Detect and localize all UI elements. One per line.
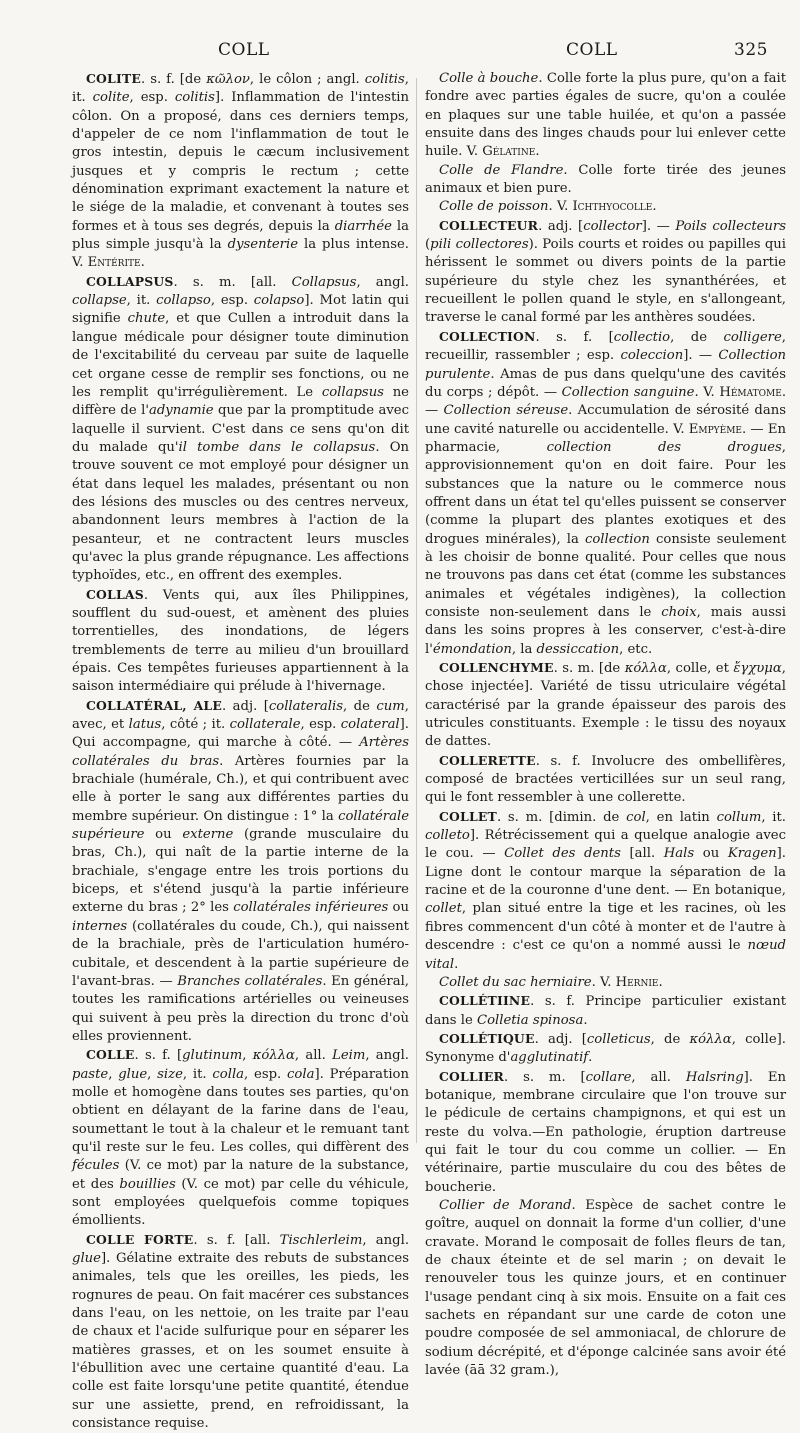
italic-term: il tombe dans le collapsus (178, 439, 376, 455)
entry-text: , etc. (619, 641, 653, 657)
italic-term: glue (72, 1251, 101, 1266)
entry-text: . s. f. [all. (193, 1232, 280, 1248)
entry-headword: COLLERETTE (439, 752, 536, 768)
entry-text: , côté ; it. (161, 717, 230, 733)
entry-text: consiste seulement à les choisir de bonne qualité. Pour celles que nous ne trouvons pas dans cet état (comme les substances animales et végétales indigènes), la collection consiste non-seulement dans le (425, 531, 786, 620)
entry-text: . adj. [ (538, 218, 584, 234)
running-head-right: COLL (566, 40, 618, 60)
dictionary-entry (425, 1197, 786, 1380)
column-rule (416, 78, 417, 1143)
italic-term: glutinum (182, 1048, 243, 1064)
entry-text: , de (670, 329, 724, 345)
italic-term: collatérale supérieure (72, 808, 409, 843)
entry-text: , plan situé entre la tige et les racines, où les fibres commencent d'un côté à monter et de l'autre à descendre : c'est ce qu'on a nommé aussi le (425, 901, 786, 954)
entry-text: , le côlon ; angl. (249, 72, 365, 87)
dictionary-entry (425, 659, 786, 752)
cross-reference: Ichthyocolle (572, 199, 653, 215)
entry-text: ou (388, 900, 409, 916)
italic-term: Collection sanguine (561, 384, 695, 400)
entry-headword: COLLÉTIINE (439, 993, 531, 1009)
italic-term: Leim (332, 1048, 366, 1064)
italic-term: Collapsus (291, 274, 357, 290)
entry-text: , et que Cullen a introduit dans la langue médicale pour désigner toute diminution de l'excitabilité du cerveau par suite de laquelle cet organe cesse de remplir ses fonctions, ou ne les remplit qu'irrégulièrement. Le (72, 311, 409, 400)
italic-term: κόλλα (689, 1031, 732, 1047)
italic-term: colitis (364, 72, 405, 87)
cross-reference: Entérite (87, 255, 141, 271)
entry-headword: COLLE FORTE (86, 1231, 194, 1247)
italic-term: collection des drogues (546, 439, 782, 455)
cross-reference: Empyème (688, 421, 742, 437)
italic-term: colite (92, 90, 130, 106)
entry-text: . Colle forte la plus pure, qu'on a fait fondre avec parties égales de sucre, qu'on a coulée en plaques sur une table huilée, et qu'on a passée ensuite dans des linges chauds pour lui enlever cette huile. V. (425, 71, 786, 160)
entry-text: , angl. (362, 1232, 410, 1248)
dictionary-entry (425, 328, 786, 659)
entry-headword: COLLET (439, 808, 497, 824)
italic-term: Collet des dents (504, 846, 621, 862)
italic-term: collare (585, 1069, 632, 1085)
entry-text: , it. (761, 809, 786, 825)
running-head-left: COLL (218, 40, 270, 60)
entry-text: . V. (591, 974, 616, 990)
entry-text: ]. Gélatine extraite des rebuts de substances animales, tels que les oreilles, les pieds, les rognures de peau. On fait macérer ces substances dans l'eau, on les nettoie, on les traite par l'eau de chaux et l'acide sulfurique pour en séparer les matières grasses, et on les soumet ensuite à l'ébullition avec une certaine quantité d'eau. La colle est faite lorsqu'une petite quantité, étendue sur une assiette, prend, en refroidissant, la consistance requise. (72, 1251, 409, 1432)
entry-text: , la (511, 641, 537, 657)
entry-text: . (535, 144, 540, 160)
entry-text: . (652, 199, 657, 215)
entry-text: . On trouve souvent ce mot employé pour désigner un état dans lequel les malades, présentant ou non des lésions des muscles ou des centres nerveux, abandonnent leurs membres à l'action de la pesanteur, et ne contractent leurs muscles qu'avec la plus grande répugnance. Les affections typhoïdes, etc., en offrent des exemples. (72, 439, 409, 584)
dictionary-entry (425, 992, 786, 1030)
entry-text: , esp. (129, 90, 175, 106)
dictionary-entry (72, 70, 409, 273)
italic-term: κόλλα (624, 661, 667, 676)
entry-text: , colle]. Synonyme d' (425, 1031, 786, 1066)
entry-text: . En général, toutes les ramifications artérielles ou veineuses qui suivent à peu près la direction du tronc d'où elles proviennent. (72, 973, 409, 1044)
running-head (0, 40, 800, 66)
dictionary-entry (425, 1068, 786, 1197)
entry-text: . Accumulation de sérosité dans une cavité naturelle ou accidentelle. V. (425, 403, 786, 437)
entry-text: , angl. (365, 1048, 409, 1064)
italic-term: diarrhée (334, 218, 392, 234)
entry-text: . s. m. [all. (173, 274, 292, 290)
entry-text: ]. Rétrécissement qui a quelque analogie avec le cou. — (425, 828, 786, 862)
italic-term: col (626, 809, 646, 825)
entry-headword: COLLAS (86, 586, 144, 602)
entry-text: (grande musculaire du bras, Ch.), qui naît de la partie interne de la brachiale, s'engage entre les trois portions du biceps, et s'étend jusqu'à la partie inférieure externe du bras ; 2° les (72, 827, 409, 916)
entry-headword: COLITE (86, 71, 142, 86)
entry-text: . Vents qui, aux îles Philippines, soufflent du sud-ouest, et amènent des pluies torrentielles, des inondations, de légers tremblements de terre au milieu d'un brouillard épais. Ces tempêtes furieuses appartiennent à la saison intermédiaire qui prélude à l'hivernage. (72, 587, 409, 695)
entry-text: , en latin (645, 809, 717, 825)
entry-headword: COLLECTION (439, 328, 536, 344)
italic-term: adynamie (148, 403, 214, 419)
entry-text: que par la promptitude avec laquelle il survient. C'est dans ce sens qu'on dit du malade qu' (72, 403, 409, 455)
entry-text: . Artères fournies par la brachiale (humérale, Ch.), et qui contribuent avec elle à porter le sang aux différentes parties du membre supérieur. On distingue : 1° la (72, 753, 409, 824)
cross-reference: Hématome (719, 384, 782, 400)
entry-text: . (588, 1050, 593, 1066)
entry-text: la plus simple jusqu'à la (72, 218, 409, 253)
entry-text: ]. Préparation molle et homogène dans toutes ses parties, qu'on obtient en délayant de la farine dans de l'eau, soumettant le tout à la chaleur et le remuant tant qu'il reste sur le feu. Les colles, qui diffèrent des (72, 1066, 409, 1155)
italic-term: collapse (72, 293, 127, 309)
entry-text: ou (144, 827, 183, 843)
italic-term: émondation (432, 641, 512, 657)
entry-text: . — (425, 384, 787, 419)
entry-text: ]. En botanique, membrane circulaire que l'on trouve sur le pédicule de certains champignons, et qui est un reste du volva.—En pathologie, éruption dartreuse qui fait le tour du cou comme un collier. — En vétérinaire, partie musculaire du cou des bêtes de boucherie. (425, 1069, 786, 1195)
entry-headword: COLLAPSUS (86, 273, 174, 289)
italic-term: collector (583, 218, 642, 234)
entry-headword: COLLIER (439, 1068, 505, 1084)
italic-term: glue (118, 1066, 148, 1082)
dictionary-entry (425, 1030, 786, 1068)
italic-term: Colletia spinosa (476, 1012, 584, 1028)
italic-term: colligere (723, 329, 782, 345)
dictionary-entry (425, 217, 786, 328)
entry-text: ]. Ligne dont le contour marque la séparation de la racine et de la couronne d'une dent. — En botanique, (425, 846, 786, 899)
entry-headword: COLLECTEUR (439, 217, 539, 233)
dictionary-entry (425, 198, 786, 216)
entry-headword: COLLÉTIQUE (439, 1030, 535, 1046)
entry-text: ]. Qui accompagne, qui marche à côté. — (72, 717, 409, 751)
italic-term: latus (128, 717, 162, 733)
entry-headword: COLLE (86, 1047, 135, 1063)
italic-term: dysenterie (227, 237, 299, 253)
italic-term: κῶλον (206, 72, 250, 87)
italic-term: size (157, 1066, 183, 1082)
entry-text: . s. f. [de (141, 72, 207, 87)
entry-text: . Colle forte tirée des jeunes animaux et bien pure. (425, 162, 786, 197)
page-number: 325 (734, 40, 768, 60)
left-column (72, 70, 409, 1433)
italic-term: Collection séreuse (443, 403, 569, 419)
entry-text: . s. f. [ (134, 1048, 183, 1064)
entry-text: , it. (126, 293, 157, 309)
entry-text: ]. — (683, 348, 719, 364)
italic-term: externe (182, 827, 234, 843)
entry-text: . adj. [ (534, 1031, 587, 1047)
entry-text: ]. Mot latin qui signifie (72, 293, 409, 327)
italic-term: colapso (253, 293, 305, 309)
dictionary-entry (425, 808, 786, 974)
italic-term: Halsring (685, 1069, 744, 1085)
entry-text: . s. f. [ (535, 329, 614, 345)
italic-term: collectio (613, 329, 671, 345)
dictionary-entry (425, 162, 786, 199)
entry-text: , (147, 1066, 158, 1082)
italic-term: paste (72, 1066, 109, 1082)
italic-term: colla (212, 1066, 245, 1082)
entry-text: ]. Inflammation de l'intestin côlon. On a proposé, dans ces derniers temps, d'appeler de ce nom l'inflammation de tout le gros intestin, depuis le cæcum inclusivement jusques et y compris le rectum ; cette dénomination exprimant exactement la nature et le siége de la maladie, et convenant à toutes ses formes et à tous ses degrés, depuis la (72, 90, 409, 234)
entry-text: la plus intense. V. (72, 237, 410, 271)
entry-text: , avec, et (72, 698, 409, 733)
italic-term: ἔγχυμα (733, 661, 782, 676)
italic-term: collateralis (268, 698, 343, 714)
italic-term: collapso (156, 293, 211, 309)
italic-term: collum (716, 809, 762, 825)
entry-text: , recueillir, rassembler ; esp. (425, 329, 786, 364)
entry-text: , it. (72, 72, 409, 106)
entry-text: . (140, 255, 145, 271)
entry-text: , (242, 1048, 253, 1064)
italic-term: Collier de Morand (439, 1197, 572, 1213)
entry-text: . V. (694, 384, 720, 400)
italic-term: Kragen (727, 846, 777, 862)
italic-term: bouillies (119, 1176, 176, 1192)
entry-text: , approvisionnement qu'on en doit faire. Pour les substances que la nature ou le commerce nous offrent dans un état tel qu'elles puissent se conserver (comme la plupart des plantes exotiques et des drogues minérales), la (425, 439, 786, 547)
entry-text: , all. (294, 1048, 333, 1064)
italic-term: fécules (72, 1158, 120, 1174)
italic-term: coleccion (620, 348, 684, 364)
italic-term: internes (72, 918, 128, 934)
italic-term: dessiccation (536, 641, 620, 657)
entry-text: ). Poils courts et roides ou papilles qui hérissent le sommet ou divers points de la partie supérieure du style chez les synanthérées, et recueillent le pollen quand le style, en s'allongeant, traverse le canal formé par les anthères soudées. (425, 237, 786, 326)
entry-text: , colle, et (666, 661, 734, 676)
entry-text: , esp. (210, 293, 254, 309)
dictionary-entry (72, 697, 409, 1047)
entry-text: , angl. (356, 274, 409, 290)
entry-text: , chose injectée]. Variété de tissu utriculaire végétal caractérisé par la grande épaisseur des parois des utricules constituants. Exemple : le tissu des noyaux de dattes. (425, 661, 786, 750)
entry-text: [all. (620, 846, 664, 862)
entry-text: . s. m. [ (504, 1069, 586, 1085)
entry-text: ( (425, 237, 431, 253)
italic-term: Colle de poisson (439, 199, 549, 215)
italic-term: κόλλα (252, 1048, 295, 1064)
entry-text: , it. (182, 1066, 213, 1082)
entry-text: . (658, 974, 663, 990)
entry-text: . V. (548, 199, 573, 215)
dictionary-entry (72, 1046, 409, 1230)
dictionary-entry (425, 752, 786, 808)
italic-term: Colle à bouche (439, 71, 539, 86)
cross-reference: Gélatine (482, 144, 536, 160)
entry-text: , esp. (300, 717, 341, 733)
italic-term: choix (661, 604, 697, 620)
entry-text: (collatérales du coude, Ch.), qui naissent de la brachiale, près de l'articulation huméro-cubitale, et descendent à la partie supérieure de l'avant-bras. — (72, 918, 409, 989)
entry-text: . adj. [ (222, 698, 269, 714)
entry-text: . s. m. [dimin. de (496, 809, 627, 825)
entry-headword: COLLATÉRAL, ALE (86, 697, 222, 713)
italic-term: nœud vital (425, 938, 786, 972)
dictionary-entry (72, 586, 409, 697)
entry-text: , de (343, 698, 377, 714)
entry-text: , all. (631, 1069, 686, 1085)
italic-term: colleto (425, 828, 470, 844)
italic-term: colitis (174, 90, 215, 106)
dictionary-entry (72, 273, 409, 586)
italic-term: pili collectores (430, 237, 529, 253)
italic-term: Collet du sac herniaire (439, 974, 592, 990)
entry-text: . Espèce de sachet contre le goître, auquel on donnait la forme d'un collier, d'une cravate. Morand le composait de folles fleurs de tan, de chaux éteinte et de sel marin ; on devait le renouveler tous les quinze jours, et en continuer l'usage pendant cinq à six mois. Ensuite on a fait ces sachets en répandant sur une carde de coton une poudre composée de sel ammoniacal, de chlorure de sodium décrépité, et d'éponge calcinée sans avoir été lavée (āā 32 gram.), (425, 1197, 787, 1379)
italic-term: collet (425, 901, 462, 917)
entry-text: . s. f. Involucre des ombellifères, composé de bractées verticillées sur un seul rang, qui le font ressembler à une collerette. (425, 753, 786, 806)
dictionary-entry (72, 1231, 409, 1433)
entry-text: , (108, 1066, 119, 1082)
italic-term: cola (287, 1066, 315, 1082)
entry-headword: COLLENCHYME (439, 660, 554, 675)
right-column (425, 70, 786, 1380)
entry-text: , mais aussi dans les soins propres à les conserver, c'est-à-dire l' (425, 604, 786, 657)
italic-term: colateral (340, 717, 400, 733)
entry-text: , de (650, 1031, 690, 1047)
entry-text: (V. ce mot) par celle du véhicule, sont employées quelquefois comme topiques émollients. (72, 1176, 409, 1229)
italic-term: Hals (663, 846, 695, 862)
cross-reference: Hernie (615, 974, 659, 990)
italic-term: Tischlerleim (279, 1232, 363, 1248)
italic-term: chute (127, 311, 166, 327)
italic-term: collection (584, 531, 650, 547)
italic-term: Branches collatérales (177, 973, 323, 989)
entry-text: ]. — (641, 218, 676, 234)
entry-text: . s. f. Principe particulier existant dans le (425, 994, 786, 1028)
entry-text: . — En pharmacie, (425, 421, 786, 455)
italic-term: cum (376, 698, 405, 714)
italic-term: agglutinatif (510, 1050, 589, 1066)
entry-text: ou (694, 846, 728, 862)
dictionary-entry (425, 974, 786, 992)
italic-term: Artères collatérales du bras (72, 735, 409, 769)
entry-text: . Amas de pus dans quelqu'une des cavités du corps ; dépôt. — (425, 366, 786, 400)
italic-term: Colle de Flandre (439, 162, 564, 178)
entry-text: , esp. (244, 1066, 288, 1082)
italic-term: Poils collecteurs (675, 218, 786, 234)
italic-term: collapsus (321, 384, 384, 400)
italic-term: collatérales inférieures (233, 900, 389, 916)
italic-term: colleticus (586, 1031, 651, 1047)
entry-text: (V. ce mot) par la nature de la substance, et des (72, 1158, 409, 1192)
entry-text: . s. m. [de (553, 661, 625, 676)
entry-text: ne diffère de l' (72, 384, 409, 419)
entry-text: . (583, 1012, 588, 1028)
italic-term: collaterale (229, 717, 301, 733)
italic-term: Collection purulente (425, 348, 786, 382)
entry-text: . (454, 956, 459, 972)
dictionary-entry (425, 70, 786, 162)
